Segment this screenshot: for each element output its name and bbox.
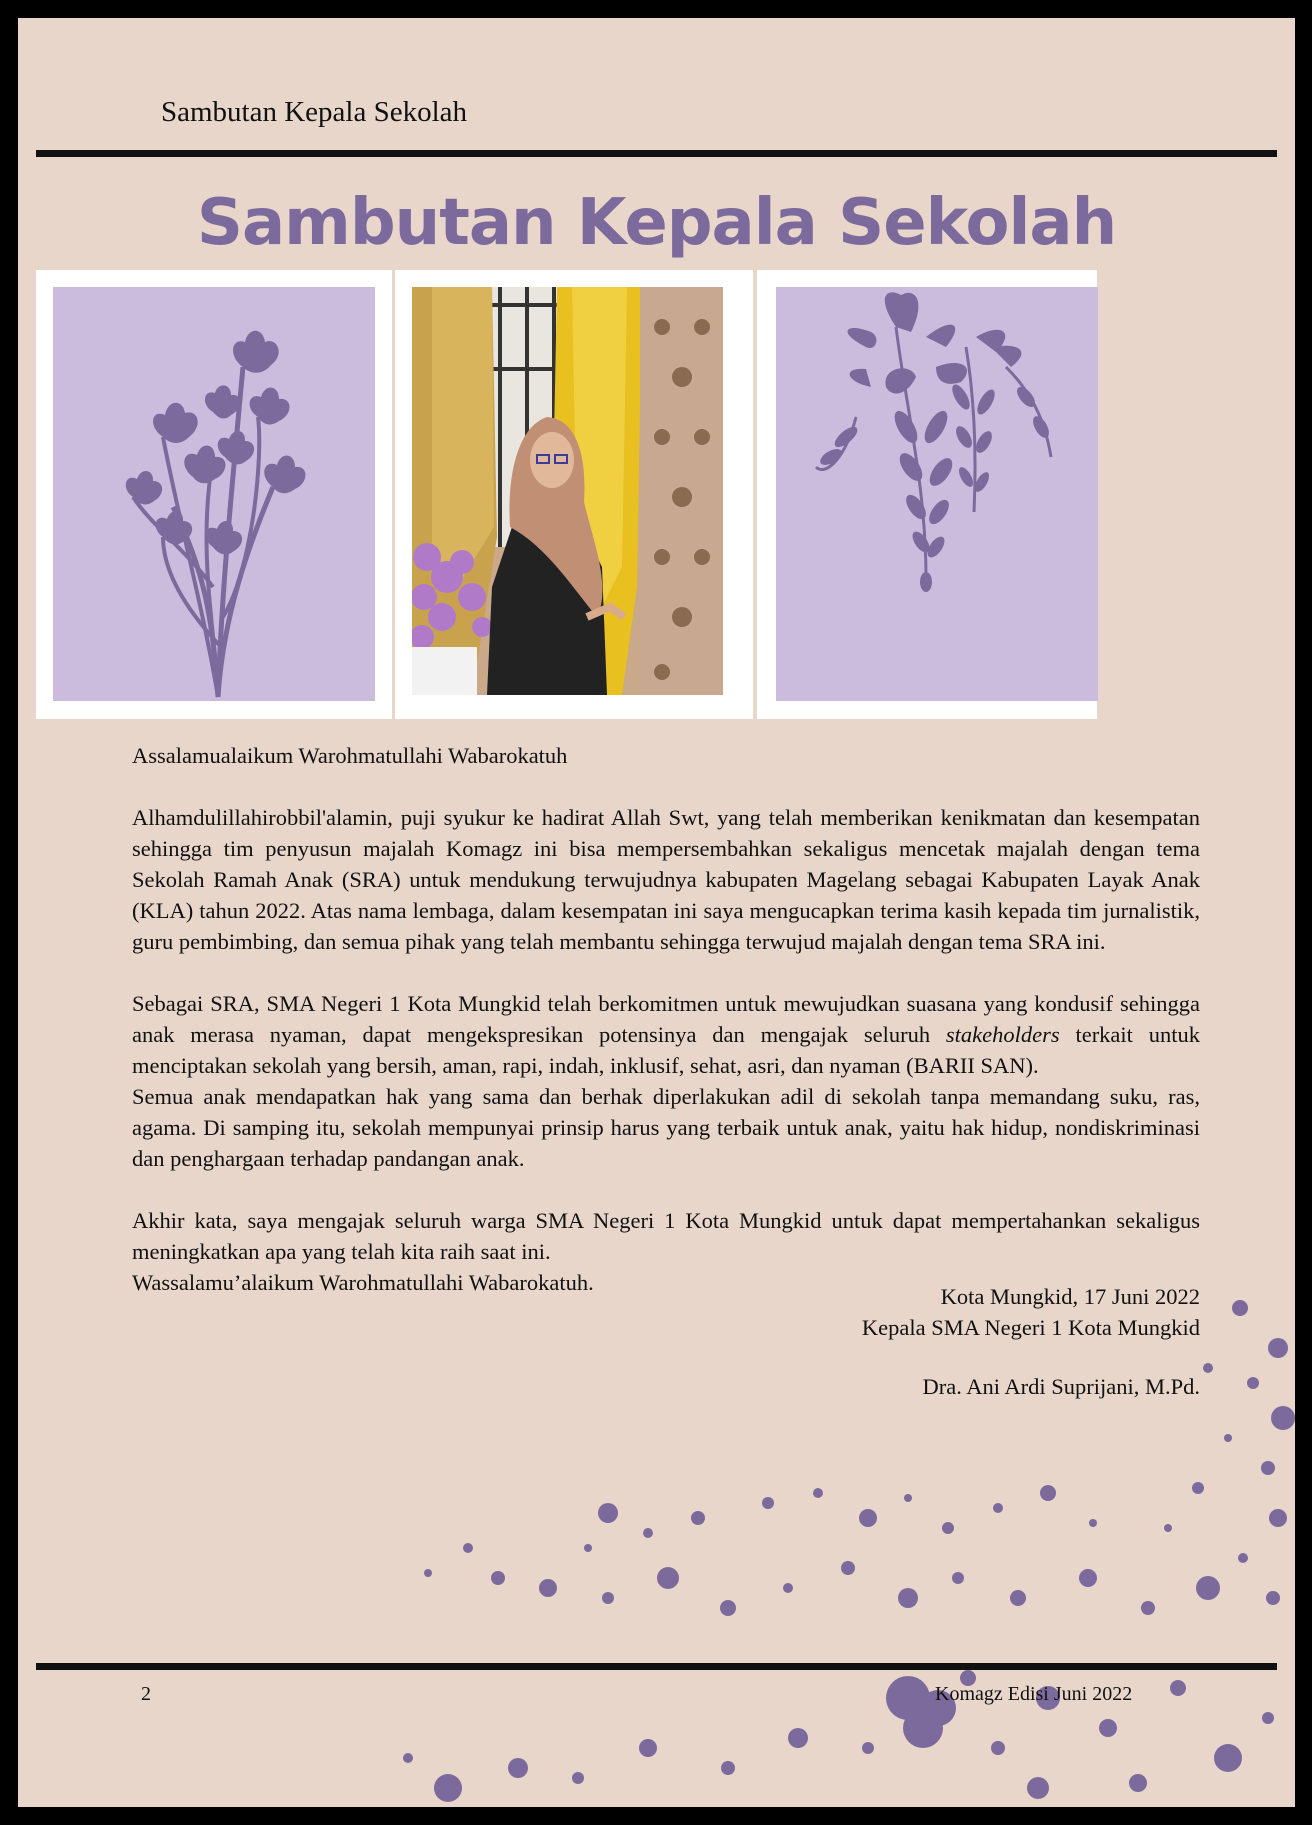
greeting: Assalamualaikum Warohmatullahi Wabarokatuh bbox=[132, 743, 568, 768]
paragraph-2-italic: stakeholders bbox=[945, 1022, 1060, 1047]
flower-bouquet-icon bbox=[53, 287, 375, 701]
left-frame bbox=[36, 270, 392, 719]
footer-rule bbox=[36, 1663, 1277, 1670]
signature-position: Kepala SMA Negeri 1 Kota Mungkid bbox=[861, 1315, 1200, 1340]
hanging-vine-icon bbox=[776, 287, 1098, 701]
portrait-image bbox=[412, 287, 723, 695]
paragraph-2 bbox=[132, 988, 1200, 1081]
paragraph-1: Alhamdulillahirobbil'alamin, puji syukur ke hadirat Allah Swt, yang telah memberikan kenikmatan dan kesempatan sehingga tim penyusun majalah Komagz ini bisa mempersembahkan sekaligus mencetak majalah dengan tema Sekolah Ramah Anak (SRA) untuk mendukung terwujudnya kabupaten Magelang sebagai Kabupaten Layak Anak (KLA) tahun 2022. Atas nama lembaga, dalam kesempatan ini saya mengucapkan terima kasih kepada tim jurnalistik, guru pembimbing, dan semua pihak yang telah membantu sehingga terwujud majalah dengan tema SRA ini. bbox=[132, 805, 1200, 954]
page-number: 2 bbox=[141, 1683, 151, 1705]
page-title: Sambutan Kepala Sekolah bbox=[196, 186, 1117, 260]
ink-splatter-decoration bbox=[348, 1278, 1295, 1807]
magazine-page bbox=[18, 18, 1295, 1807]
paragraph-2-start: Sebagai SRA, SMA Negeri 1 Kota Mungkid telah berkomitmen untuk mewujudkan suasana yang kondusif sehingga anak merasa nyaman, dapat mengekspresikan potensinya dan mengajak seluruh bbox=[132, 991, 1200, 1047]
edition-label: Komagz Edisi Juni 2022 bbox=[935, 1683, 1133, 1705]
right-frame bbox=[757, 270, 1097, 719]
foliage-illustration-right bbox=[776, 287, 1098, 701]
principal-photo bbox=[412, 287, 723, 695]
signature-name: Dra. Ani Ardi Suprijani, M.Pd. bbox=[922, 1374, 1200, 1399]
body-text bbox=[132, 740, 1200, 1298]
paragraph-2-end: terkait untuk menciptakan sekolah yang bersih, aman, rapi, indah, inklusif, sehat, asri, dan nyaman (BARII SAN). bbox=[132, 1022, 1200, 1078]
header-rule bbox=[36, 150, 1277, 157]
paragraph-3: Semua anak mendapatkan hak yang sama dan berhak diperlakukan adil di sekolah tanpa memandang suku, ras, agama. Di samping itu, sekolah mempunyai prinsip harus yang terbaik untuk anak, yaitu hak hidup, nondiskriminasi dan penghargaan terhadap pandangan anak. bbox=[132, 1084, 1200, 1171]
flower-illustration-left bbox=[53, 287, 375, 701]
running-header: Sambutan Kepala Sekolah bbox=[161, 96, 468, 128]
paragraph-4: Akhir kata, saya mengajak seluruh warga SMA Negeri 1 Kota Mungkid untuk dapat mempertahankan sekaligus meningkatkan apa yang telah kita raih saat ini. bbox=[132, 1208, 1200, 1264]
center-frame bbox=[395, 270, 753, 719]
signature-place-date: Kota Mungkid, 17 Juni 2022 bbox=[940, 1284, 1200, 1309]
closing: Wassalamu’alaikum Warohmatullahi Wabarokatuh. bbox=[132, 1270, 594, 1295]
